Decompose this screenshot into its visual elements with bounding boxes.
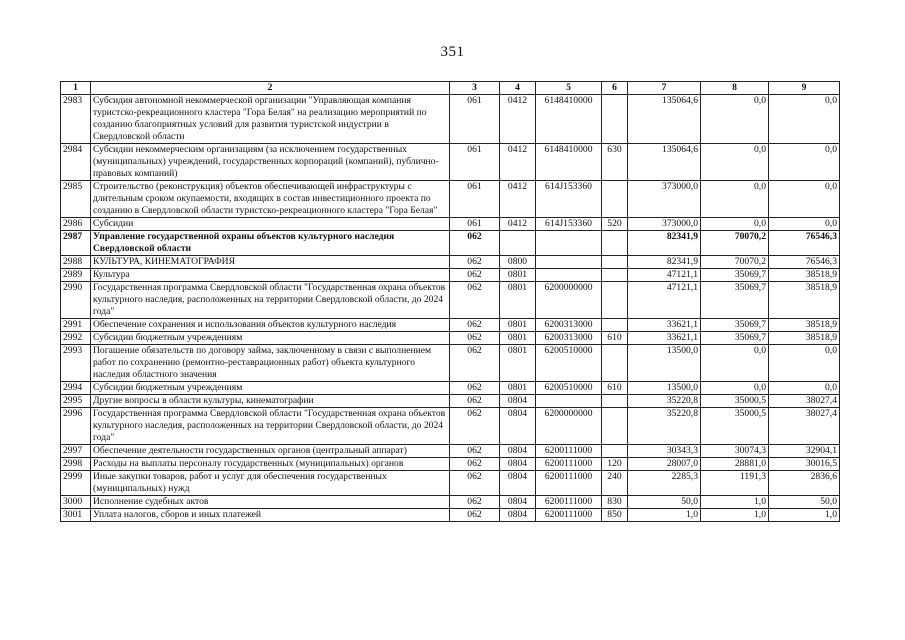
- table-row: [61, 231, 840, 256]
- target-article-cell: 6200111000: [536, 445, 602, 458]
- row-number-cell: 3000: [61, 496, 91, 509]
- description-cell: Строительство (реконструкция) объектов обеспечивающей инфраструктуры с длительным сроком окупаемости, входящих в состав инвестиционного проекта по созданию в Свердловской области туристско-рекреационного кластера "Гора Белая": [91, 181, 450, 218]
- page-number: 351: [440, 44, 465, 60]
- row-number-cell: 2999: [61, 471, 91, 496]
- target-article-cell: 6148410000: [536, 144, 602, 181]
- amount-year2-cell: 35069,7: [701, 332, 769, 345]
- section-code-cell: 0801: [500, 282, 536, 319]
- amount-year3-cell: 0,0: [769, 218, 840, 231]
- row-number-cell: 2989: [61, 269, 91, 282]
- amount-year2-cell: 35069,7: [701, 269, 769, 282]
- description-cell: Управление государственной охраны объектов культурного наследия Свердловской области: [91, 231, 450, 256]
- admin-code-cell: 061: [450, 144, 500, 181]
- section-code-cell: 0412: [500, 181, 536, 218]
- amount-year3-cell: 76546,3: [769, 256, 840, 269]
- section-code-cell: 0804: [500, 395, 536, 408]
- header-row: [61, 82, 840, 95]
- amount-year1-cell: 33621,1: [628, 319, 701, 332]
- section-code-cell: 0804: [500, 408, 536, 445]
- amount-year2-cell: 35000,5: [701, 395, 769, 408]
- admin-code-cell: 062: [450, 256, 500, 269]
- target-article-cell: [536, 231, 602, 256]
- row-number-cell: 2987: [61, 231, 91, 256]
- admin-code-cell: 062: [450, 496, 500, 509]
- admin-code-cell: 062: [450, 509, 500, 522]
- target-article-cell: 6200111000: [536, 458, 602, 471]
- row-number-cell: 2996: [61, 408, 91, 445]
- amount-year1-cell: 135064,6: [628, 95, 701, 144]
- description-cell: Другие вопросы в области культуры, кинематографии: [91, 395, 450, 408]
- expense-type-cell: [602, 445, 628, 458]
- expense-type-cell: 240: [602, 471, 628, 496]
- admin-code-cell: 062: [450, 471, 500, 496]
- target-article-cell: 6200111000: [536, 509, 602, 522]
- amount-year3-cell: 50,0: [769, 496, 840, 509]
- amount-year3-cell: 30016,5: [769, 458, 840, 471]
- admin-code-cell: 062: [450, 345, 500, 382]
- table-row: [61, 256, 840, 269]
- expense-type-cell: 630: [602, 144, 628, 181]
- column-header: 2: [91, 82, 450, 95]
- amount-year2-cell: 0,0: [701, 95, 769, 144]
- amount-year2-cell: 28881,0: [701, 458, 769, 471]
- amount-year3-cell: 1,0: [769, 509, 840, 522]
- row-number-cell: 2994: [61, 382, 91, 395]
- amount-year1-cell: 47121,1: [628, 269, 701, 282]
- row-number-cell: 3001: [61, 509, 91, 522]
- amount-year2-cell: 1,0: [701, 496, 769, 509]
- expense-type-cell: 850: [602, 509, 628, 522]
- table-row: [61, 509, 840, 522]
- amount-year1-cell: 47121,1: [628, 282, 701, 319]
- admin-code-cell: 062: [450, 382, 500, 395]
- table-row: [61, 218, 840, 231]
- section-code-cell: 0804: [500, 458, 536, 471]
- description-cell: Обеспечение сохранения и использования объектов культурного наследия: [91, 319, 450, 332]
- description-cell: Иные закупки товаров, работ и услуг для обеспечения государственных (муниципальных) нужд: [91, 471, 450, 496]
- admin-code-cell: 062: [450, 319, 500, 332]
- admin-code-cell: 062: [450, 408, 500, 445]
- amount-year1-cell: 1,0: [628, 509, 701, 522]
- section-code-cell: 0801: [500, 269, 536, 282]
- amount-year3-cell: 38518,9: [769, 269, 840, 282]
- target-article-cell: 6200111000: [536, 471, 602, 496]
- budget-table: [60, 81, 840, 522]
- section-code-cell: 0801: [500, 319, 536, 332]
- expense-type-cell: [602, 231, 628, 256]
- target-article-cell: [536, 256, 602, 269]
- column-header: 7: [628, 82, 701, 95]
- description-cell: КУЛЬТУРА, КИНЕМАТОГРАФИЯ: [91, 256, 450, 269]
- target-article-cell: 614J153360: [536, 218, 602, 231]
- expense-type-cell: [602, 395, 628, 408]
- amount-year3-cell: 0,0: [769, 345, 840, 382]
- expense-type-cell: [602, 95, 628, 144]
- expense-type-cell: 520: [602, 218, 628, 231]
- row-number-cell: 2998: [61, 458, 91, 471]
- description-cell: Субсидии некоммерческим организациям (за исключением государственных (муниципальных) учреждений, государственных корпораций (компаний), публично-правовых компаний): [91, 144, 450, 181]
- amount-year2-cell: 0,0: [701, 218, 769, 231]
- amount-year1-cell: 13500,0: [628, 345, 701, 382]
- column-header: 4: [500, 82, 536, 95]
- table-row: [61, 471, 840, 496]
- amount-year2-cell: 0,0: [701, 144, 769, 181]
- section-code-cell: 0801: [500, 382, 536, 395]
- description-cell: Субсидия автономной некоммерческой организации "Управляющая компания туристско-рекреационного кластера "Гора Белая" на реализацию мероприятий по созданию благоприятных условий для развития туристской индустрии в Свердловской области: [91, 95, 450, 144]
- amount-year3-cell: 76546,3: [769, 231, 840, 256]
- section-code-cell: 0804: [500, 496, 536, 509]
- description-cell: Уплата налогов, сборов и иных платежей: [91, 509, 450, 522]
- expense-type-cell: 120: [602, 458, 628, 471]
- table-body: [61, 95, 840, 522]
- amount-year2-cell: 70070,2: [701, 231, 769, 256]
- section-code-cell: 0804: [500, 509, 536, 522]
- expense-type-cell: [602, 408, 628, 445]
- table-row: [61, 269, 840, 282]
- row-number-cell: 2983: [61, 95, 91, 144]
- target-article-cell: 6200510000: [536, 382, 602, 395]
- amount-year3-cell: 0,0: [769, 181, 840, 218]
- expense-type-cell: 610: [602, 332, 628, 345]
- amount-year3-cell: 38518,9: [769, 332, 840, 345]
- expense-type-cell: 610: [602, 382, 628, 395]
- admin-code-cell: 061: [450, 95, 500, 144]
- row-number-cell: 2991: [61, 319, 91, 332]
- admin-code-cell: 062: [450, 269, 500, 282]
- amount-year3-cell: 38027,4: [769, 395, 840, 408]
- expense-type-cell: [602, 256, 628, 269]
- amount-year2-cell: 1,0: [701, 509, 769, 522]
- amount-year2-cell: 0,0: [701, 345, 769, 382]
- description-cell: Субсидии бюджетным учреждениям: [91, 382, 450, 395]
- table-row: [61, 319, 840, 332]
- section-code-cell: 0804: [500, 445, 536, 458]
- amount-year1-cell: 50,0: [628, 496, 701, 509]
- row-number-cell: 2988: [61, 256, 91, 269]
- amount-year1-cell: 135064,6: [628, 144, 701, 181]
- column-header: 8: [701, 82, 769, 95]
- admin-code-cell: 062: [450, 458, 500, 471]
- table-row: [61, 144, 840, 181]
- amount-year2-cell: 30074,3: [701, 445, 769, 458]
- amount-year3-cell: 32904,1: [769, 445, 840, 458]
- table-row: [61, 332, 840, 345]
- column-header: 9: [769, 82, 840, 95]
- row-number-cell: 2997: [61, 445, 91, 458]
- amount-year3-cell: 0,0: [769, 144, 840, 181]
- target-article-cell: 6200313000: [536, 332, 602, 345]
- target-article-cell: 6200000000: [536, 408, 602, 445]
- amount-year1-cell: 82341,9: [628, 256, 701, 269]
- amount-year2-cell: 70070,2: [701, 256, 769, 269]
- amount-year2-cell: 1191,3: [701, 471, 769, 496]
- admin-code-cell: 061: [450, 218, 500, 231]
- row-number-cell: 2990: [61, 282, 91, 319]
- table-row: [61, 408, 840, 445]
- row-number-cell: 2993: [61, 345, 91, 382]
- expense-type-cell: [602, 282, 628, 319]
- section-code-cell: [500, 231, 536, 256]
- table-row: [61, 458, 840, 471]
- admin-code-cell: 062: [450, 445, 500, 458]
- section-code-cell: 0800: [500, 256, 536, 269]
- amount-year1-cell: 35220,8: [628, 395, 701, 408]
- row-number-cell: 2985: [61, 181, 91, 218]
- section-code-cell: 0801: [500, 345, 536, 382]
- table-row: [61, 282, 840, 319]
- table-row: [61, 395, 840, 408]
- target-article-cell: 6148410000: [536, 95, 602, 144]
- description-cell: Обеспечение деятельности государственных органов (центральный аппарат): [91, 445, 450, 458]
- section-code-cell: 0412: [500, 95, 536, 144]
- row-number-cell: 2995: [61, 395, 91, 408]
- expense-type-cell: [602, 181, 628, 218]
- description-cell: Субсидии: [91, 218, 450, 231]
- target-article-cell: 6200510000: [536, 345, 602, 382]
- target-article-cell: 614J153360: [536, 181, 602, 218]
- table-row: [61, 95, 840, 144]
- amount-year3-cell: 38027,4: [769, 408, 840, 445]
- description-cell: Государственная программа Свердловской области "Государственная охрана объектов культурного наследия, расположенных на территории Свердловской области, до 2024 года": [91, 282, 450, 319]
- amount-year3-cell: 38518,9: [769, 282, 840, 319]
- row-number-cell: 2984: [61, 144, 91, 181]
- target-article-cell: 6200111000: [536, 496, 602, 509]
- column-header: 3: [450, 82, 500, 95]
- table-row: [61, 445, 840, 458]
- table-row: [61, 382, 840, 395]
- admin-code-cell: 061: [450, 181, 500, 218]
- amount-year1-cell: 35220,8: [628, 408, 701, 445]
- column-header: 1: [61, 82, 91, 95]
- amount-year1-cell: 373000,0: [628, 181, 701, 218]
- section-code-cell: 0801: [500, 332, 536, 345]
- description-cell: Культура: [91, 269, 450, 282]
- amount-year2-cell: 35069,7: [701, 319, 769, 332]
- table-row: [61, 345, 840, 382]
- amount-year2-cell: 35000,5: [701, 408, 769, 445]
- admin-code-cell: 062: [450, 282, 500, 319]
- amount-year1-cell: 33621,1: [628, 332, 701, 345]
- target-article-cell: [536, 395, 602, 408]
- column-header: 5: [536, 82, 602, 95]
- table-row: [61, 496, 840, 509]
- amount-year1-cell: 30343,3: [628, 445, 701, 458]
- section-code-cell: 0804: [500, 471, 536, 496]
- expense-type-cell: 830: [602, 496, 628, 509]
- amount-year3-cell: 0,0: [769, 95, 840, 144]
- expense-type-cell: [602, 319, 628, 332]
- amount-year3-cell: 0,0: [769, 382, 840, 395]
- amount-year1-cell: 82341,9: [628, 231, 701, 256]
- row-number-cell: 2992: [61, 332, 91, 345]
- admin-code-cell: 062: [450, 231, 500, 256]
- amount-year1-cell: 28007,0: [628, 458, 701, 471]
- expense-type-cell: [602, 345, 628, 382]
- target-article-cell: 6200313000: [536, 319, 602, 332]
- amount-year2-cell: 0,0: [701, 181, 769, 218]
- description-cell: Государственная программа Свердловской области "Государственная охрана объектов культурного наследия, расположенных на территории Свердловской области, до 2024 года": [91, 408, 450, 445]
- description-cell: Субсидии бюджетным учреждениям: [91, 332, 450, 345]
- description-cell: Исполнение судебных актов: [91, 496, 450, 509]
- amount-year3-cell: 38518,9: [769, 319, 840, 332]
- amount-year2-cell: 0,0: [701, 382, 769, 395]
- amount-year3-cell: 2836,6: [769, 471, 840, 496]
- section-code-cell: 0412: [500, 218, 536, 231]
- description-cell: Погашение обязательств по договору займа, заключенному в связи с выполнением работ по сохранению (ремонтно-реставрационных работ) объекта культурного наследия областного значения: [91, 345, 450, 382]
- amount-year1-cell: 373000,0: [628, 218, 701, 231]
- amount-year2-cell: 35069,7: [701, 282, 769, 319]
- amount-year1-cell: 13500,0: [628, 382, 701, 395]
- target-article-cell: 6200000000: [536, 282, 602, 319]
- description-cell: Расходы на выплаты персоналу государственных (муниципальных) органов: [91, 458, 450, 471]
- admin-code-cell: 062: [450, 332, 500, 345]
- table-row: [61, 181, 840, 218]
- admin-code-cell: 062: [450, 395, 500, 408]
- row-number-cell: 2986: [61, 218, 91, 231]
- column-header: 6: [602, 82, 628, 95]
- section-code-cell: 0412: [500, 144, 536, 181]
- expense-type-cell: [602, 269, 628, 282]
- amount-year1-cell: 2285,3: [628, 471, 701, 496]
- target-article-cell: [536, 269, 602, 282]
